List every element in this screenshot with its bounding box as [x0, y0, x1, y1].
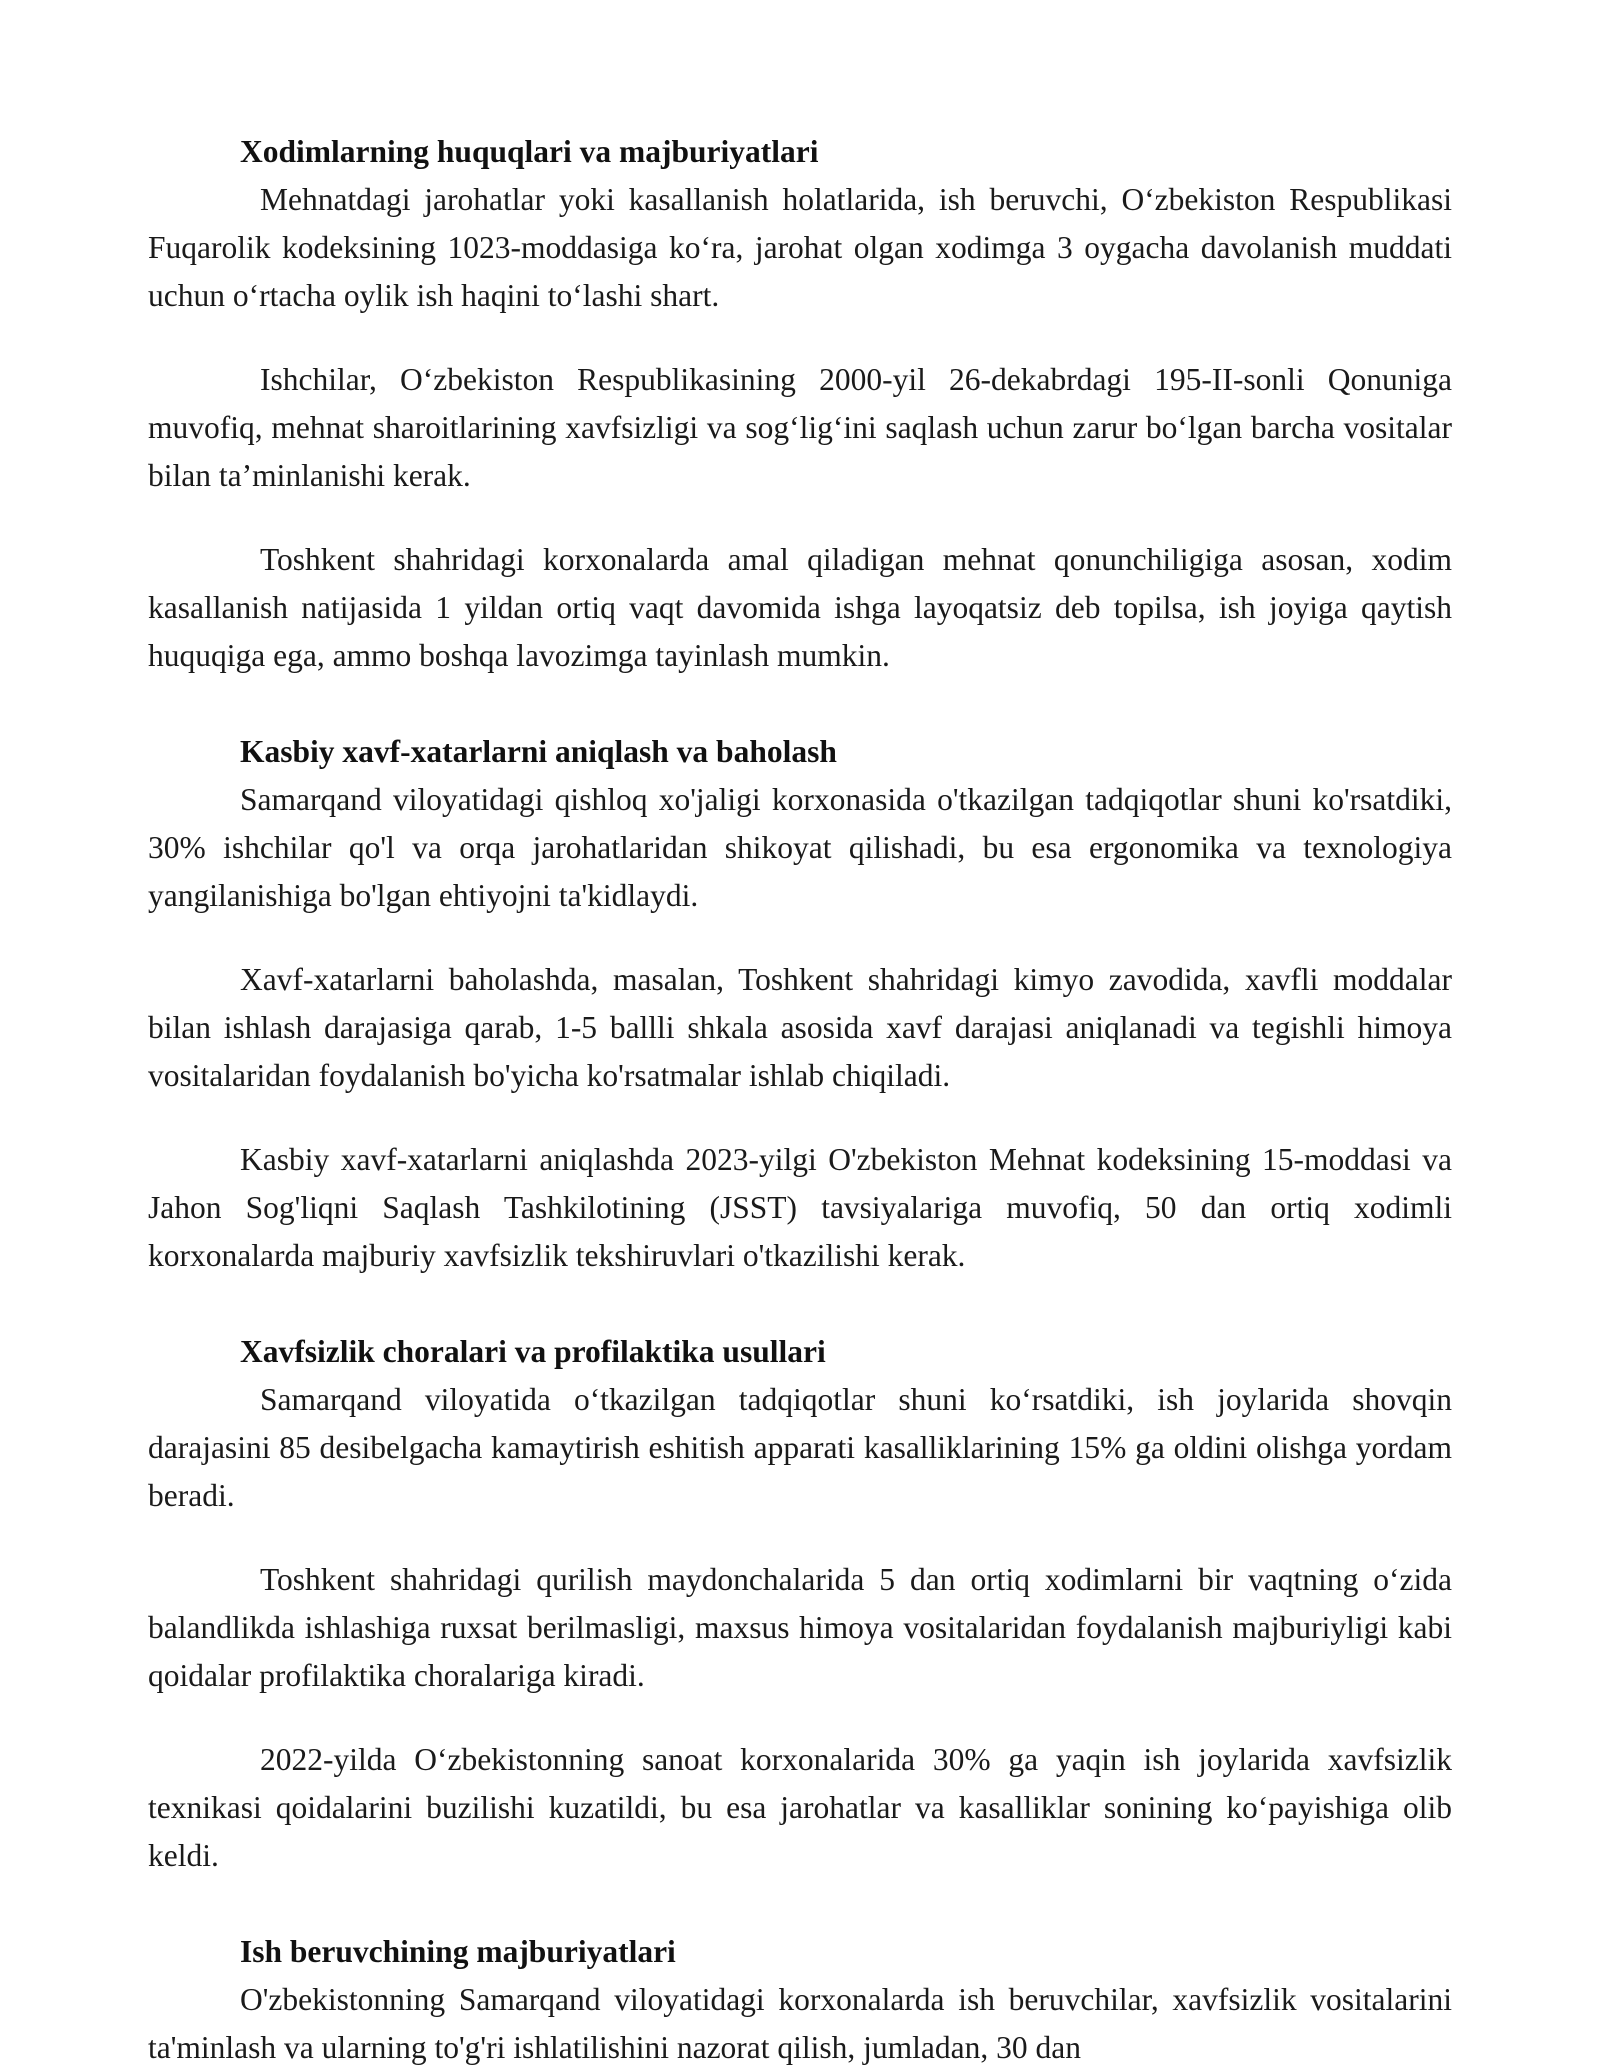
- section-heading: Ish beruvchining majburiyatlari: [240, 1934, 676, 1969]
- section-spacer: [148, 716, 1452, 728]
- section-heading: Kasbiy xavf-xatarlarni aniqlash va baholash: [240, 734, 837, 769]
- section-safety-measures: [148, 1328, 1452, 1880]
- section-risk-assessment: [148, 728, 1452, 1280]
- section-heading: Xodimlarning huquqlari va majburiyatlari: [240, 134, 819, 169]
- paragraph: O'zbekistonning Samarqand viloyatidagi korxonalarda ish beruvchilar, xavfsizlik vositalarini ta'minlash va ularning to'g'ri ishlatilishini nazorat qilish, jumladan, 30 dan: [148, 1982, 1452, 2065]
- paragraph: Kasbiy xavf-xatarlarni aniqlashda 2023-yilgi O'zbekiston Mehnat kodeksining 15-moddasi va Jahon Sog'liqni Saqlash Tashkilotining (JSST) tavsiyalariga muvofiq, 50 dan ortiq xodimli korxonalarda majburiy xavfsizlik tekshiruvlari o'tkazilishi kerak.: [148, 1142, 1452, 1273]
- paragraph: 2022-yilda O‘zbekistonning sanoat korxonalarida 30% ga yaqin ish joylarida xavfsizlik texnikasi qoidalarini buzilishi kuzatildi, bu esa jarohatlar va kasalliklar sonining ko‘payishiga olib keldi.: [148, 1742, 1452, 1873]
- paragraph: Xavf-xatarlarni baholashda, masalan, Toshkent shahridagi kimyo zavodida, xavfli moddalar bilan ishlash darajasiga qarab, 1-5 ballli shkala asosida xavf darajasi aniqlanadi va tegishli himoya vositalaridan foydalanish bo'yicha ko'rsatmalar ishlab chiqiladi.: [148, 962, 1452, 1093]
- section-heading: Xavfsizlik choralari va profilaktika usullari: [240, 1334, 826, 1369]
- paragraph: Toshkent shahridagi qurilish maydonchalarida 5 dan ortiq xodimlarni bir vaqtning o‘zida balandlikda ishlashiga ruxsat berilmasligi, maxsus himoya vositalaridan foydalanish majburiyligi kabi qoidalar profilaktika choralariga kiradi.: [148, 1562, 1452, 1693]
- section-spacer: [148, 1316, 1452, 1328]
- section-employer-obligations: [148, 1928, 1452, 2072]
- paragraph: Samarqand viloyatida o‘tkazilgan tadqiqotlar shuni ko‘rsatdiki, ish joylarida shovqin darajasini 85 desibelgacha kamaytirish eshitish apparati kasalliklarining 15% ga oldini olishga yordam beradi.: [148, 1382, 1452, 1513]
- document-body: [148, 128, 1452, 2072]
- paragraph: Mehnatdagi jarohatlar yoki kasallanish holatlarida, ish beruvchi, O‘zbekiston Respublikasi Fuqarolik kodeksining 1023-moddasiga ko‘ra, jarohat olgan xodimga 3 oygacha davolanish muddati uchun o‘rtacha oylik ish haqini to‘lashi shart.: [148, 182, 1452, 313]
- paragraph: Toshkent shahridagi korxonalarda amal qiladigan mehnat qonunchiligiga asosan, xodim kasallanish natijasida 1 yildan ortiq vaqt davomida ishga layoqatsiz deb topilsa, ish joyiga qaytish huquqiga ega, ammo boshqa lavozimga tayinlash mumkin.: [148, 542, 1452, 673]
- paragraph: Ishchilar, O‘zbekiston Respublikasining 2000-yil 26-dekabrdagi 195-II-sonli Qonuniga muvofiq, mehnat sharoitlarining xavfsizligi va sog‘lig‘ini saqlash uchun zarur bo‘lgan barcha vositalar bilan ta’minlanishi kerak.: [148, 362, 1452, 493]
- paragraph: Samarqand viloyatidagi qishloq xo'jaligi korxonasida o'tkazilgan tadqiqotlar shuni ko'rsatdiki, 30% ishchilar qo'l va orqa jarohatlaridan shikoyat qilishadi, bu esa ergonomika va texnologiya yangilanishiga bo'lgan ehtiyojni ta'kidlaydi.: [148, 782, 1452, 913]
- section-employee-rights: [148, 128, 1452, 680]
- section-spacer: [148, 1916, 1452, 1928]
